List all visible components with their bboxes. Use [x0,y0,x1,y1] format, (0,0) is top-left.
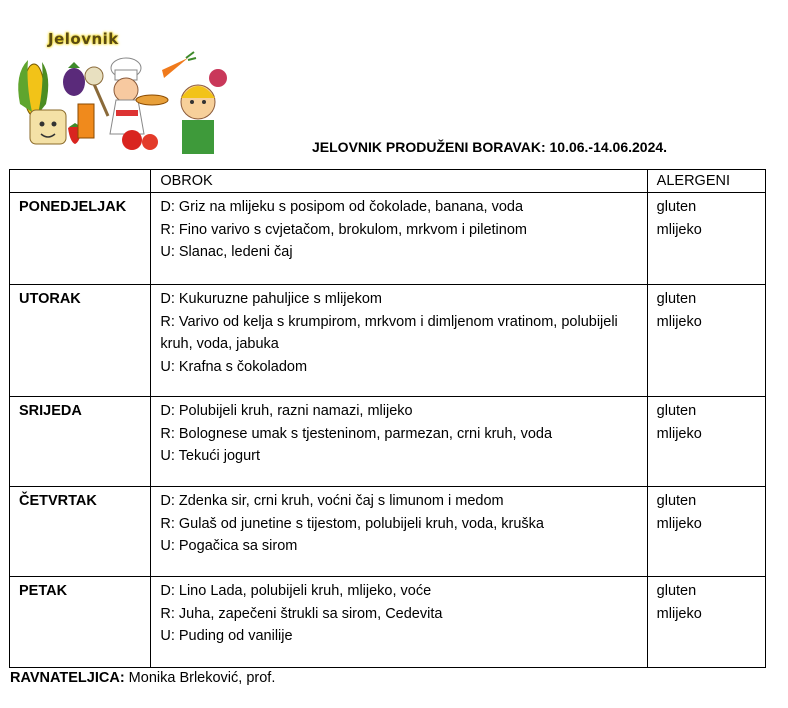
allergen-item: mlijeko [656,605,702,622]
sandwich-icon [30,110,66,144]
day-cell: SRIJEDA [10,397,151,487]
allergen-item: gluten [656,291,697,307]
lunch-text: R: Gulaš od junetine s tijestom, polubijeli kruh, voda, kruška [160,515,544,532]
allergen-item: mlijeko [656,515,702,532]
day-cell: ČETVRTAK [10,487,151,577]
header-allergens: ALERGENI [647,170,765,193]
juice-icon [78,104,94,138]
day-cell: UTORAK [10,285,151,397]
carrot-icon [162,52,196,78]
allergen-item: mlijeko [656,221,702,238]
breakfast-text: D: Polubijeli kruh, razni namazi, mlijeko [160,403,413,419]
breakfast-text: D: Lino Lada, polubijeli kruh, mlijeko, voće [160,583,432,599]
meal-cell [151,577,647,668]
day-cell: PETAK [10,577,151,668]
child-icon [181,85,215,154]
allergen-cell [647,285,765,397]
principal-label: RAVNATELJICA: [10,670,125,686]
allergen-item: gluten [656,403,697,419]
allergen-item: mlijeko [656,425,702,442]
allergen-item: gluten [656,583,697,599]
onion-icon [209,69,227,87]
table-header-row [10,170,766,193]
lunch-text: R: Fino varivo s cvjetačom, brokulom, mrkvom i piletinom [160,221,527,238]
table-row-thursday [10,487,766,577]
breakfast-text: D: Kukuruzne pahuljice s mlijekom [160,291,382,307]
snack-text: U: Slanac, ledeni čaj [160,244,293,260]
meal-cell [151,487,647,577]
breakfast-text: D: Zdenka sir, crni kruh, voćni čaj s limunom i medom [160,493,504,509]
allergen-cell [647,577,765,668]
pizza-icon [136,95,168,105]
lunch-text: R: Varivo od kelja s krumpirom, mrkvom i dimljenom vratinom, polubijeli kruh, voda, jabuka [160,313,618,352]
meal-cell [151,193,647,285]
header-day-cell [10,170,151,193]
allergen-cell [647,397,765,487]
table-row-monday [10,193,766,285]
principal-signature-line [10,670,275,686]
snack-text: U: Tekući jogurt [160,448,261,464]
corn-icon [18,60,48,116]
lunch-text: R: Juha, zapečeni štrukli sa sirom, Cedevita [160,605,443,622]
allergen-item: gluten [656,199,697,215]
meal-cell [151,285,647,397]
menu-table [9,169,766,668]
header-meal: OBROK [151,170,647,193]
allergen-item: mlijeko [656,313,702,330]
snack-text: U: Krafna s čokoladom [160,358,308,375]
allergen-cell [647,193,765,285]
menu-title: JELOVNIK PRODUŽENI BORAVAK: 10.06.-14.06.2024. [312,139,668,155]
logo-title: Jelovnik [48,30,119,48]
table-row-tuesday [10,285,766,397]
principal-name: Monika Brleković, prof. [124,670,276,686]
allergen-item: gluten [656,493,697,509]
meal-cell [151,397,647,487]
eggplant-icon [63,62,85,96]
lunch-text: R: Bolognese umak s tjesteninom, parmezan, crni kruh, voda [160,425,553,442]
day-cell: PONEDJELJAK [10,193,151,285]
food-illustration-icon [12,24,240,158]
allergen-cell [647,487,765,577]
snack-text: U: Puding od vanilije [160,628,293,644]
table-row-friday [10,577,766,668]
breakfast-text: D: Griz na mlijeku s posipom od čokolade, banana, voda [160,199,524,215]
table-row-wednesday [10,397,766,487]
snack-text: U: Pogačica sa sirom [160,538,298,554]
jelovnik-logo-illustration [12,24,240,158]
